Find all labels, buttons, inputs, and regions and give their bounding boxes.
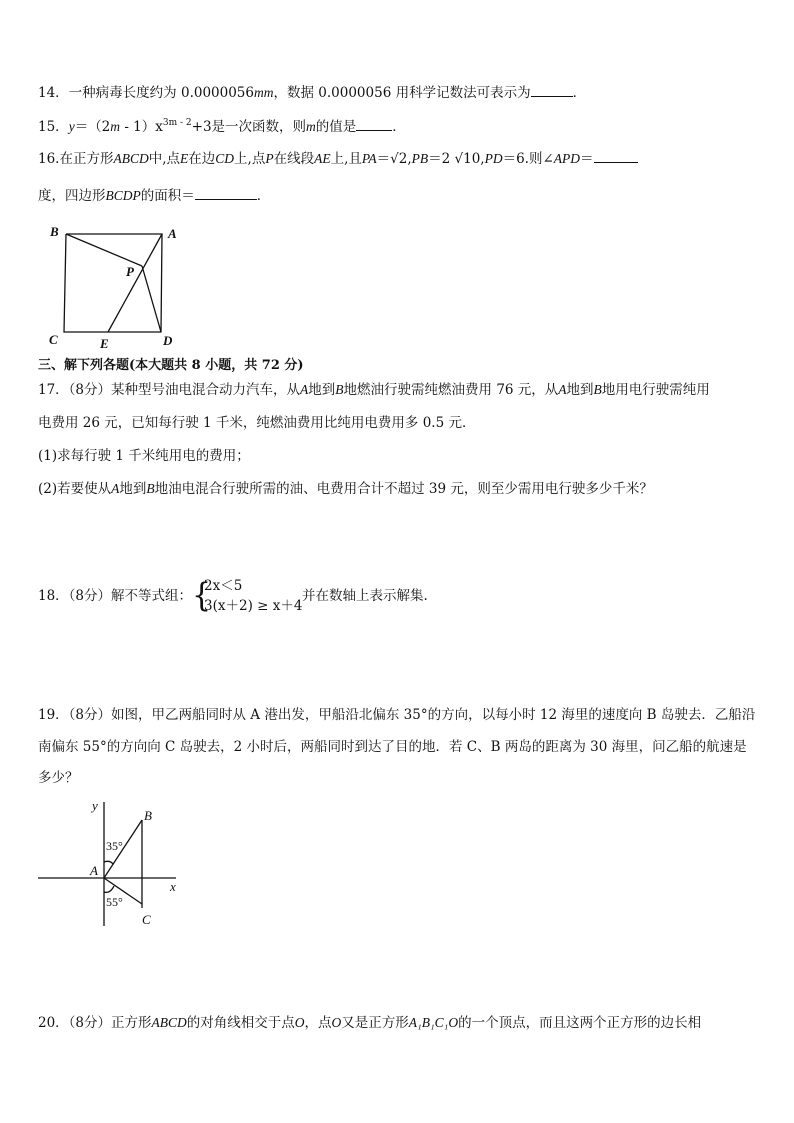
- q15-var-y: y: [68, 119, 75, 134]
- q17-text-2: 地到: [308, 382, 336, 398]
- q19-bearing-figure: [34, 796, 194, 930]
- question-15: [38, 113, 406, 137]
- q17-part2-text: (2)若要使从: [38, 481, 112, 497]
- label-c: C: [142, 912, 151, 927]
- q16-text-4: 上,点: [234, 151, 266, 167]
- label-d: D: [163, 333, 173, 348]
- q17-a: A: [300, 382, 309, 397]
- q16-e: E: [180, 151, 189, 166]
- q16-text-12: 的面积＝: [140, 188, 195, 204]
- q18-text-2: 并在数轴上表示解集.: [302, 588, 428, 604]
- q17-b-3: B: [146, 481, 155, 496]
- q16-text: 在正方形: [59, 151, 114, 167]
- q16-area-blank[interactable]: [195, 185, 257, 200]
- angle-55-arc: [104, 886, 114, 892]
- question-19-line-3: 多少？: [38, 770, 79, 786]
- q16-text-3: 在边: [188, 151, 216, 167]
- q16-pa: PA: [361, 151, 377, 166]
- q17-part2-text-2: 地到: [119, 481, 147, 497]
- q14-unit: mm: [253, 85, 274, 100]
- label-y: y: [92, 798, 98, 813]
- question-18: [38, 576, 428, 616]
- q20-o-2: O: [331, 1015, 342, 1030]
- label-c: C: [49, 332, 58, 347]
- q16-cd: CD: [215, 151, 235, 166]
- q16-text-2: 中,点: [148, 151, 181, 167]
- q17-part2-text-3: 地油电混合行驶所需的油、电费用合计不超过 39 元，则至少需用电行驶多少千米？: [154, 481, 653, 497]
- question-20: [38, 1013, 701, 1033]
- q16-bcdp: BCDP: [105, 188, 141, 203]
- q14-text-2: ，数据 0.0000056 用科学记数法可表示为: [273, 85, 531, 101]
- q18-inequality-system: [192, 577, 302, 617]
- q16-pd: PD: [484, 151, 503, 166]
- q20-square-2: A₁B₁C₁O: [408, 1015, 459, 1030]
- q16-apd: APD: [553, 151, 581, 166]
- label-x: x: [170, 879, 176, 894]
- q16-text-5: 在线段: [273, 151, 315, 167]
- q20-o: O: [294, 1015, 305, 1030]
- q17-text-5: 地用电行驶需纯用: [601, 382, 710, 398]
- section-3-heading: 三、解下列各题(本大题共 8 小题，共 72 分): [38, 358, 304, 373]
- question-17-part-2: [38, 479, 653, 499]
- q16-number: 16.: [38, 151, 60, 167]
- q16-text-6: 上,且: [330, 151, 362, 167]
- q18-inequality-2: 3(x＋2) ≥ x＋4: [204, 597, 303, 614]
- q14-number: 14．: [38, 85, 69, 101]
- q16-text-9: ＝6.则∠: [502, 151, 554, 167]
- q15-text-4: 的值是: [315, 119, 357, 135]
- label-b: B: [50, 224, 59, 239]
- label-a: A: [90, 863, 98, 878]
- q16-text-7: ＝√2,: [376, 151, 412, 167]
- q17-a-2: A: [558, 382, 567, 397]
- question-16: [38, 148, 638, 169]
- label-angle-55: 55°: [106, 895, 123, 909]
- q20-text: 20．（8分）正方形: [38, 1015, 152, 1031]
- question-16-line-2: [38, 185, 270, 206]
- q20-abcd: ABCD: [151, 1015, 187, 1030]
- q15-var-x: x: [155, 119, 163, 135]
- segment-bp: [66, 234, 142, 266]
- q17-text-3: 地燃油行驶需纯燃油费用 76 元，从: [343, 382, 559, 398]
- q14-text: 一种病毒长度约为 0.0000056: [68, 85, 254, 101]
- q15-answer-blank[interactable]: [356, 116, 392, 131]
- question-19: 19．（8分）如图，甲乙两船同时从 A 港出发，甲船沿北偏东 35°的方向，以每小时 12 海里的速度向 B 岛驶去．乙船沿: [38, 707, 756, 723]
- q16-angle-blank[interactable]: [594, 148, 638, 163]
- q17-a-3: A: [111, 481, 120, 496]
- question-17: [38, 380, 710, 400]
- q15-text: ＝（2: [74, 119, 111, 135]
- q16-square-figure: [44, 222, 184, 350]
- label-p: P: [126, 264, 134, 279]
- q15-var-m: m: [110, 119, 121, 134]
- q16-p: P: [265, 151, 274, 166]
- question-19-line-2: 南偏东 55°的方向向 C 岛驶去，2 小时后，两船同时到达了目的地．若 C、B 两岛的距离为 30 海里，问乙船的航速是: [38, 739, 747, 755]
- q20-text-2: 的对角线相交于点: [186, 1015, 295, 1031]
- q15-exponent: 3m - 2: [162, 118, 192, 128]
- q15-var-m-2: m: [306, 119, 316, 134]
- question-14: [38, 82, 586, 103]
- q15-end: ．: [392, 119, 406, 135]
- label-a: A: [168, 226, 177, 241]
- q16-text-10: ＝: [580, 151, 594, 167]
- q16-abcd: ABCD: [113, 151, 149, 166]
- q15-number: 15．: [38, 119, 69, 135]
- q16-pb: PB: [411, 151, 429, 166]
- q17-b: B: [335, 382, 344, 397]
- question-17-part-1: (1)求每行驶 1 千米纯用电的费用；: [38, 448, 250, 464]
- segment-pd: [142, 266, 161, 332]
- q18-text: 18．（8分）解不等式组：: [38, 588, 193, 604]
- label-angle-35: 35°: [106, 839, 123, 853]
- q15-text-3: +3是一次函数，则: [191, 119, 307, 135]
- segment-ae: [108, 234, 162, 332]
- q20-text-4: 又是正方形: [341, 1015, 409, 1031]
- label-b: B: [144, 808, 152, 823]
- q16-end: ．: [256, 188, 271, 204]
- q17-b-2: B: [593, 382, 602, 397]
- q20-text-3: ，点: [304, 1015, 332, 1031]
- label-e: E: [100, 336, 109, 350]
- brace-icon: {: [192, 575, 212, 615]
- angle-35-arc: [104, 861, 113, 864]
- q15-text-2: - 1）: [120, 119, 156, 135]
- q14-end: ．: [572, 85, 587, 101]
- q14-answer-blank[interactable]: [531, 82, 573, 97]
- q18-inequality-1: 2x＜5: [204, 577, 243, 594]
- q16-text-11: 度，四边形: [38, 188, 106, 204]
- q17-text-4: 地到: [566, 382, 594, 398]
- q20-text-5: 的一个顶点，而且这两个正方形的边长相: [458, 1015, 702, 1031]
- q16-text-8: ＝2 √10,: [428, 151, 485, 167]
- q16-ae: AE: [314, 151, 331, 166]
- question-17-line-2: 电费用 26 元，已知每行驶 1 千米，纯燃油费用比纯用电费用多 0.5 元．: [38, 415, 476, 431]
- q17-text: 17．（8分）某种型号油电混合动力汽车，从: [38, 382, 301, 398]
